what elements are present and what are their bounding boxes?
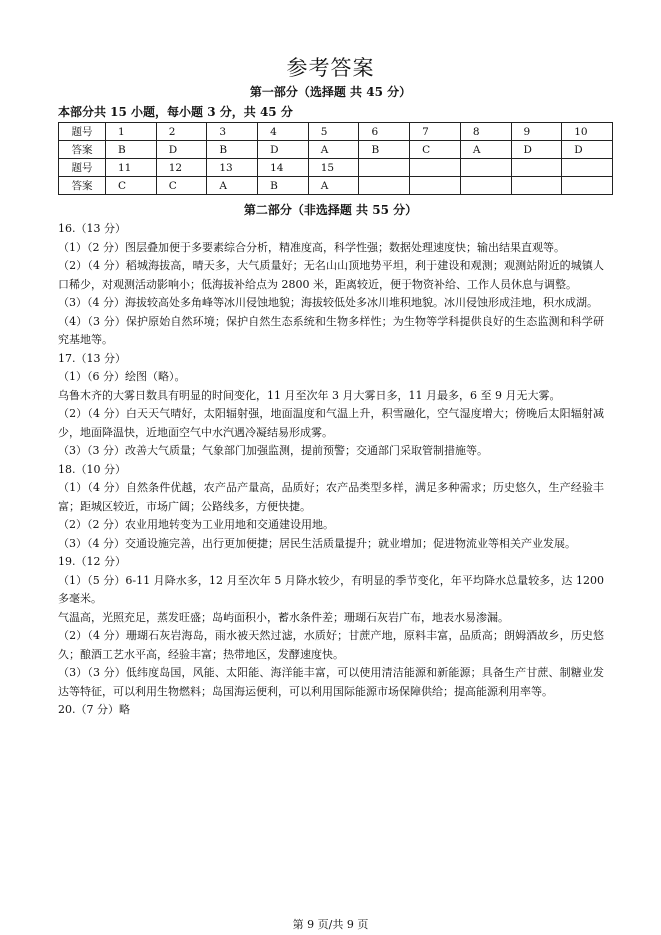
- answer-cell: A: [308, 141, 359, 159]
- answer-paragraph: 19.（12 分）: [58, 555, 126, 568]
- answer-cell: B: [106, 141, 157, 159]
- row-label-question: 题号: [59, 159, 106, 177]
- answer-paragraph: （3）（3 分）低纬度岛国，风能、太阳能、海洋能丰富，可以使用清洁能源和新能源；具备生产甘蔗、制糖业发达等特征，可以利用生物燃料；岛国海运便利，可以利用国际能源市场保障供给；提高能源利用率等。: [58, 666, 604, 698]
- answer-cell: [511, 177, 562, 195]
- answer-row: [59, 141, 613, 159]
- answer-cell: [460, 177, 511, 195]
- question-number-cell: [562, 159, 613, 177]
- answer-cell: C: [106, 177, 157, 195]
- question-number-cell: 10: [562, 123, 613, 141]
- answer-paragraph: 18.（10 分）: [58, 462, 126, 476]
- question-number-cell: 14: [258, 159, 309, 177]
- answer-paragraph: 气温高，光照充足，蒸发旺盛；岛屿面积小，蓄水条件差；珊瑚石灰岩广布，地表水易渗漏。: [58, 610, 509, 624]
- question-number-cell: 5: [308, 123, 359, 141]
- answer-cell: [359, 177, 410, 195]
- question-number-cell: [460, 159, 511, 177]
- answer-table: [58, 122, 613, 195]
- question-number-cell: 8: [460, 123, 511, 141]
- question-number-cell: 3: [207, 123, 258, 141]
- answer-cell: [562, 177, 613, 195]
- question-number-cell: 13: [207, 159, 258, 177]
- answer-paragraph: （2）（4 分）稻城海拔高，晴天多，大气质量好；无名山山顶地势平坦，利于建设和观测；观测站附近的城镇人口稀少，对观测活动影响小；低海拔补给点为 2800 米，距离较近，便于物资补给、工作人员休息与调整。: [58, 259, 604, 291]
- answer-cell: B: [359, 141, 410, 159]
- answer-cell: B: [207, 141, 258, 159]
- answer-paragraph: （3）（3 分）改善大气质量；气象部门加强监测，提前预警；交通部门采取管制措施等。: [58, 444, 488, 457]
- answer-cell: C: [410, 141, 461, 159]
- answer-paragraph: （1）（2 分）图层叠加便于多要素综合分析，精准度高，科学性强；数据处理速度快；输出结果直观等。: [58, 240, 565, 254]
- row-label-answer: 答案: [59, 177, 106, 195]
- answer-cell: A: [207, 177, 258, 195]
- row-label-answer: 答案: [59, 141, 106, 159]
- question-number-row: [59, 123, 613, 141]
- question-number-row: [59, 159, 613, 177]
- question-number-cell: 6: [359, 123, 410, 141]
- question-number-cell: [359, 159, 410, 177]
- question-number-cell: [410, 159, 461, 177]
- question-number-cell: [511, 159, 562, 177]
- answer-cell: D: [562, 141, 613, 159]
- answer-paragraph: （1）（6 分）绘图（略）。: [58, 370, 186, 383]
- question-number-cell: 9: [511, 123, 562, 141]
- part2-heading: 第二部分（非选择题 共 55 分）: [243, 203, 418, 217]
- question-number-cell: 15: [308, 159, 359, 177]
- answer-paragraph: （3）（4 分）交通设施完善，出行更加便捷；居民生活质量提升；就业增加；促进物流业等相关产业发展。: [58, 536, 576, 550]
- answer-paragraph: 乌鲁木齐的大雾日数具有明显的时间变化，11 月至次年 3 月大雾日多，11 月最多，6 至 9 月无大雾。: [58, 388, 561, 402]
- question-number-cell: 12: [156, 159, 207, 177]
- question-number-cell: 4: [258, 123, 309, 141]
- answer-cell: C: [156, 177, 207, 195]
- answer-cell: D: [511, 141, 562, 159]
- answer-row: [59, 177, 613, 195]
- question-number-cell: 2: [156, 123, 207, 141]
- answer-paragraph: （1）（5 分）6-11 月降水多，12 月至次年 5 月降水较少，有明显的季节变化，年平均降水总量较多，达 1200 多毫米。: [58, 573, 604, 605]
- part1-note: 本部分共 15 小题，每小题 3 分，共 45 分: [58, 105, 293, 119]
- question-number-cell: 1: [106, 123, 157, 141]
- row-label-question: 题号: [59, 123, 106, 141]
- answer-paragraph: 17.（13 分）: [58, 351, 126, 365]
- question-number-cell: 11: [106, 159, 157, 177]
- page-title: 参考答案: [286, 56, 375, 80]
- answer-cell: D: [258, 141, 309, 159]
- answer-cell: D: [156, 141, 207, 159]
- answer-paragraph: （3）（4 分）海拔较高处多角峰等冰川侵蚀地貌；海拔较低处多冰川堆积地貌。冰川侵蚀形成洼地，积水成湖。: [58, 296, 598, 309]
- page-footer: 第 9 页/共 9 页: [292, 918, 369, 931]
- answer-paragraph: 16.（13 分）: [58, 222, 126, 235]
- answer-paragraph: 20.（7 分）略: [58, 703, 130, 716]
- answer-cell: B: [258, 177, 309, 195]
- answer-paragraph: （1）（4 分）自然条件优越，农产品产量高，品质好；农产品类型多样，满足多种需求；历史悠久，生产经验丰富；距城区较近，市场广阔；公路线多，方便快捷。: [58, 481, 604, 513]
- part1-heading: 第一部分（选择题 共 45 分）: [249, 85, 412, 99]
- answer-body: [58, 220, 604, 720]
- answer-paragraph: （2）（4 分）白天天气晴好，太阳辐射强，地面温度和气温上升，积雪融化，空气湿度增大；傍晚后太阳辐射减少，地面降温快，近地面空气中水汽遇冷凝结易形成雾。: [58, 407, 604, 439]
- answer-paragraph: （4）（3 分）保护原始自然环境；保护自然生态系统和生物多样性；为生物等学科提供良好的生态监测和科学研究基地等。: [58, 314, 604, 346]
- answer-cell: A: [308, 177, 359, 195]
- answer-paragraph: （2）（2 分）农业用地转变为工业用地和交通建设用地。: [58, 518, 334, 531]
- answer-cell: [410, 177, 461, 195]
- answer-cell: A: [460, 141, 511, 159]
- answer-paragraph: （2）（4 分）珊瑚石灰岩海岛，雨水被天然过滤，水质好；甘蔗产地，原料丰富，品质高；朗姆酒故乡，历史悠久；酿酒工艺水平高，经验丰富；热带地区，发酵速度快。: [58, 629, 604, 661]
- question-number-cell: 7: [410, 123, 461, 141]
